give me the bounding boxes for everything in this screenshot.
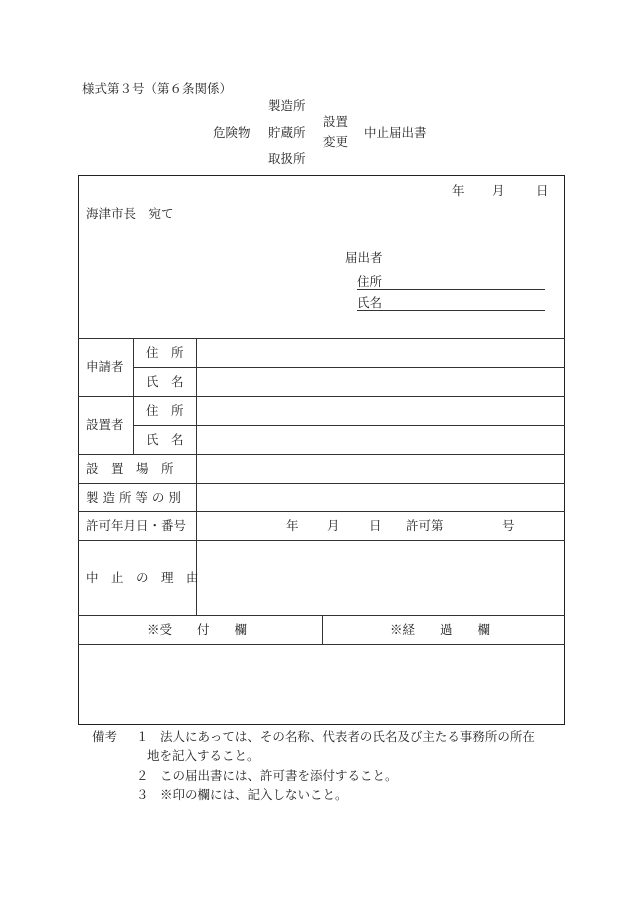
title-facility-storage: 貯蔵所: [268, 125, 306, 140]
permit-number-prefix: 許可第: [406, 518, 444, 533]
permit-day-label: 日: [369, 518, 382, 533]
installation-location-label: 設 置 場 所: [86, 461, 174, 476]
col-divider: [133, 338, 134, 454]
date-day-label: 日: [536, 183, 549, 198]
title-action-install: 設置: [323, 114, 349, 129]
notifier-name-label: 氏名: [357, 295, 383, 310]
form-number-label: 様式第３号（第６条関係）: [82, 81, 233, 96]
applicant-name-field[interactable]: [198, 369, 563, 395]
permit-month-label: 月: [327, 518, 340, 533]
permit-number-suffix: 号: [502, 518, 515, 533]
note-1-text: 法人にあっては、その名称、代表者の氏名及び主たる事務所の所在: [160, 729, 535, 744]
title-facility-manufacturing: 製造所: [268, 98, 306, 113]
installer-name-label: 氏 名: [146, 432, 184, 447]
installer-address-field[interactable]: [198, 398, 563, 424]
title-suspension-notice: 中止届出書: [364, 125, 427, 140]
note-3-number: ３: [136, 787, 149, 802]
progress-column-header: ※経 過 欄: [390, 622, 491, 637]
note-2-number: ２: [136, 768, 149, 783]
facility-type-field[interactable]: [198, 485, 563, 510]
row-divider: [78, 483, 565, 484]
installer-label: 設置者: [86, 417, 124, 432]
recipient-line: 海津市長 宛て: [86, 206, 174, 221]
suspension-reason-field[interactable]: [198, 542, 563, 614]
date-month-label: 月: [492, 183, 505, 198]
notifier-address-label: 住所: [357, 274, 383, 289]
row-divider: [133, 367, 565, 368]
row-divider: [78, 540, 565, 541]
note-1-number: １: [136, 729, 149, 744]
notifier-label: 届出者: [345, 250, 383, 265]
notifier-name-field[interactable]: [357, 310, 545, 311]
installer-name-field[interactable]: [198, 427, 563, 453]
row-divider: [78, 454, 565, 455]
applicant-label: 申請者: [86, 359, 124, 374]
installation-location-field[interactable]: [198, 456, 563, 482]
note-3-text: ※印の欄には、記入しないこと。: [160, 787, 348, 802]
notes-label: 備考: [92, 729, 118, 744]
facility-type-label: 製 造 所 等 の 別: [86, 490, 181, 505]
reception-column-header: ※受 付 欄: [147, 622, 248, 637]
row-divider: [78, 511, 565, 512]
permit-date-number-label: 許可年月日・番号: [86, 518, 187, 533]
installer-address-label: 住 所: [146, 403, 184, 418]
applicant-name-label: 氏 名: [146, 374, 184, 389]
title-facility-handling: 取扱所: [268, 151, 306, 166]
date-year-label: 年: [452, 183, 465, 198]
row-divider: [78, 338, 565, 339]
row-divider: [78, 396, 565, 397]
permit-year-label: 年: [286, 518, 299, 533]
suspension-reason-label: 中 止 の 理 由: [86, 570, 199, 585]
notifier-address-field[interactable]: [357, 289, 545, 290]
row-divider: [78, 644, 565, 645]
title-action-change: 変更: [323, 134, 349, 149]
title-hazardous-materials: 危険物: [213, 125, 251, 140]
row-divider: [133, 425, 565, 426]
note-2-text: この届出書には、許可書を添付すること。: [160, 768, 398, 783]
applicant-address-label: 住 所: [146, 345, 184, 360]
applicant-address-field[interactable]: [198, 340, 563, 366]
col-divider: [322, 615, 323, 644]
note-1-text-continued: 地を記入すること。: [147, 748, 260, 763]
